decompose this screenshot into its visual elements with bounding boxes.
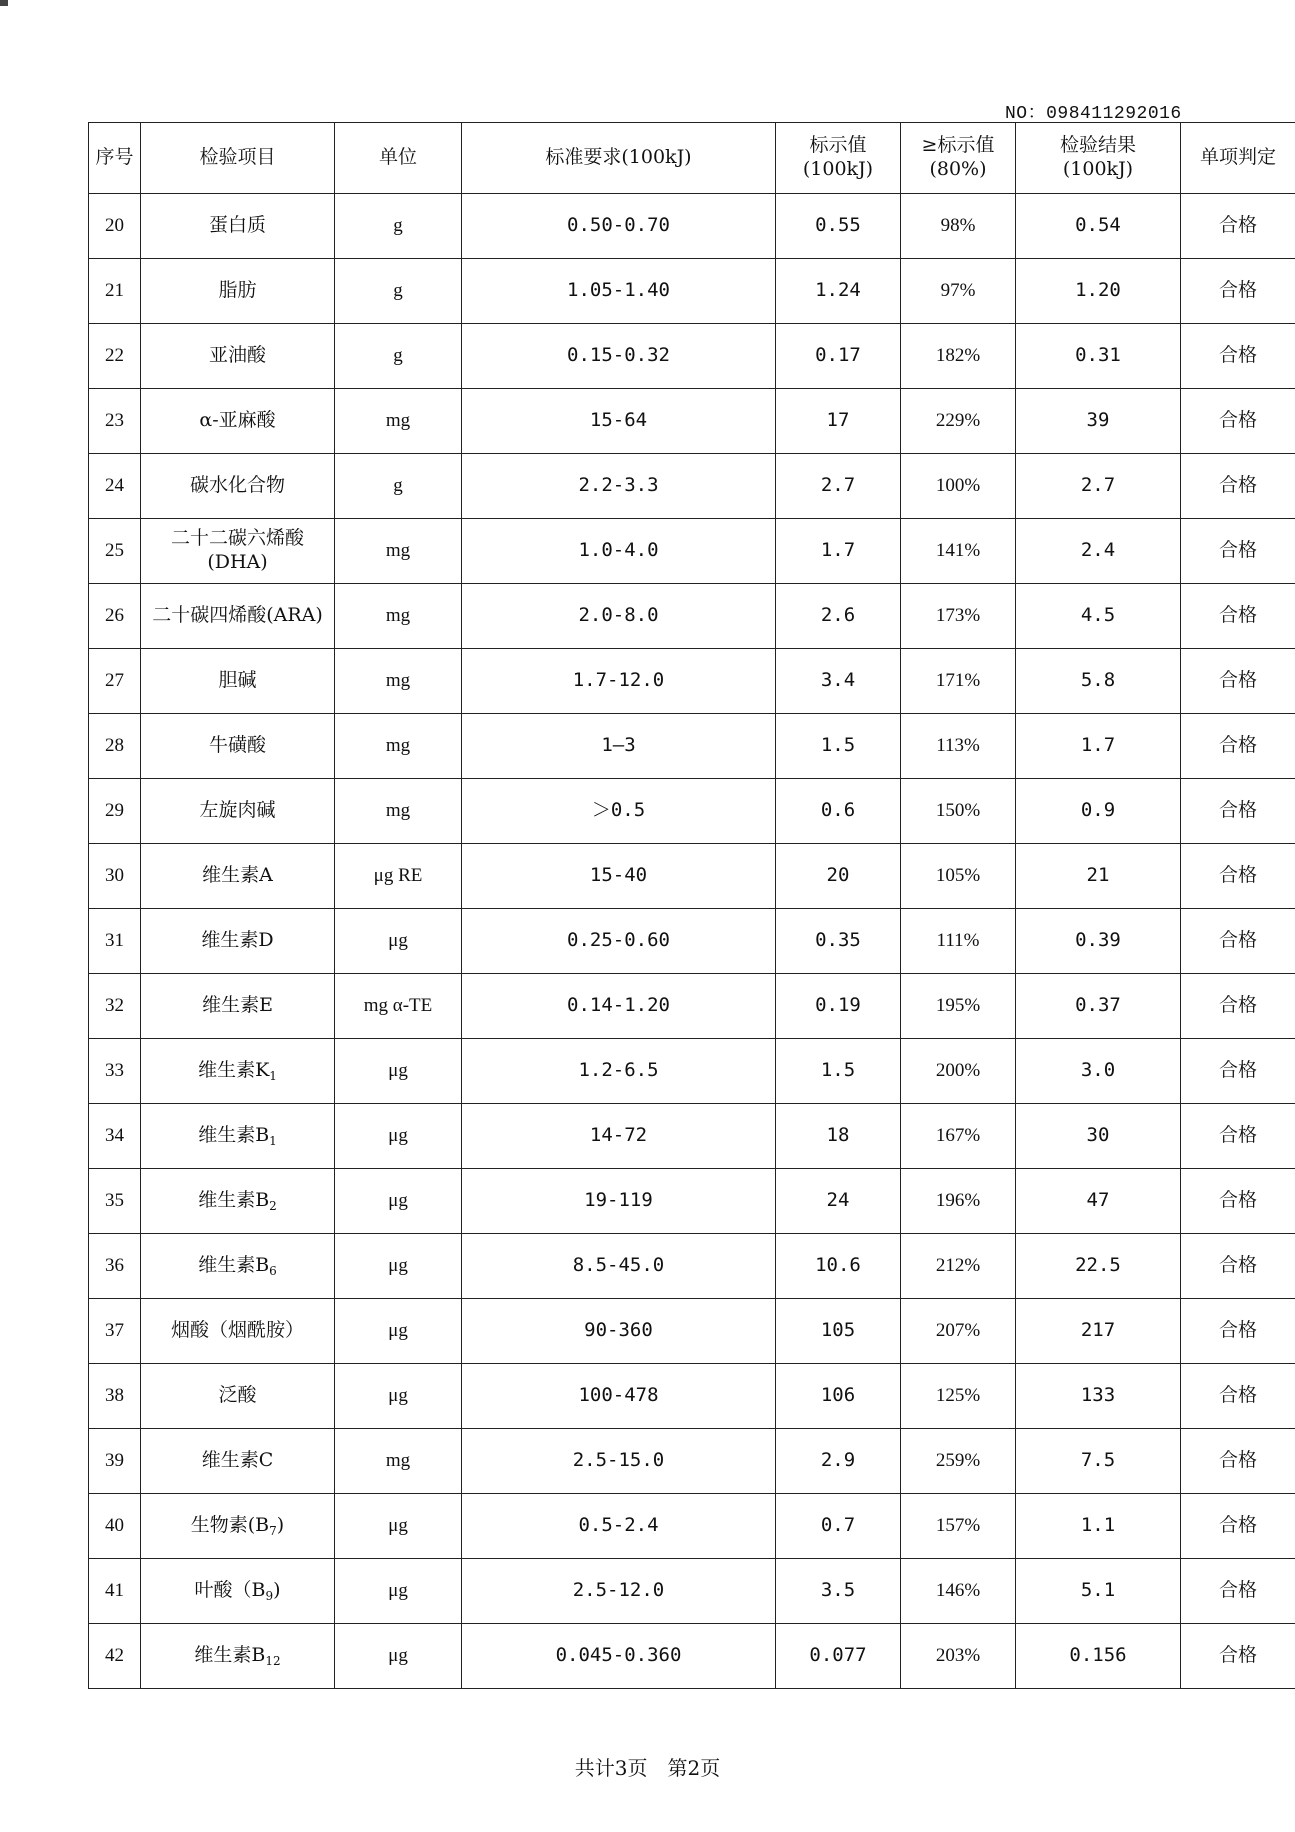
unit: μg RE [335, 844, 462, 909]
standard-requirement: 0.5-2.4 [462, 1494, 776, 1559]
item-name [141, 1624, 335, 1689]
item-name [141, 584, 335, 649]
test-result: 21 [1016, 844, 1181, 909]
item-subscript: 9 [265, 1588, 274, 1603]
label-value: 0.19 [776, 974, 901, 1039]
test-result: 5.8 [1016, 649, 1181, 714]
item-name [141, 454, 335, 519]
standard-requirement: 2.0-8.0 [462, 584, 776, 649]
standard-requirement: 8.5-45.0 [462, 1234, 776, 1299]
table-row [89, 194, 1295, 259]
item-name-text: 二十二碳六烯酸 [170, 527, 304, 550]
label-value: 106 [776, 1364, 901, 1429]
percent-of-label: 195% [901, 974, 1016, 1039]
row-number: 32 [89, 974, 141, 1039]
table-row [89, 324, 1295, 389]
row-number: 36 [89, 1234, 141, 1299]
label-value: 1.5 [776, 1039, 901, 1104]
percent-of-label: 157% [901, 1494, 1016, 1559]
item-name [141, 1234, 335, 1299]
table-row [89, 454, 1295, 519]
item-name [141, 259, 335, 324]
row-number: 37 [89, 1299, 141, 1364]
standard-requirement: 0.14-1.20 [462, 974, 776, 1039]
item-name-text: 维生素B [194, 1643, 266, 1666]
label-value: 2.9 [776, 1429, 901, 1494]
row-number: 33 [89, 1039, 141, 1104]
row-number: 30 [89, 844, 141, 909]
unit: μg [335, 1299, 462, 1364]
standard-requirement: 0.50-0.70 [462, 194, 776, 259]
item-name-text: 烟酸（烟酰胺） [170, 1319, 304, 1342]
header-label-value-line1: 标示值 [809, 134, 867, 157]
item-name [141, 389, 335, 454]
test-result: 0.31 [1016, 324, 1181, 389]
table-row [89, 1234, 1295, 1299]
test-result: 1.7 [1016, 714, 1181, 779]
item-name [141, 909, 335, 974]
item-subscript: 1 [269, 1068, 277, 1083]
unit: μg [335, 1104, 462, 1169]
table-row [89, 1364, 1295, 1429]
row-number: 29 [89, 779, 141, 844]
percent-of-label: 196% [901, 1169, 1016, 1234]
percent-of-label: 146% [901, 1559, 1016, 1624]
standard-requirement: 15-64 [462, 389, 776, 454]
percent-of-label: 203% [901, 1624, 1016, 1689]
standard-requirement: 1.7-12.0 [462, 649, 776, 714]
unit: mg [335, 1429, 462, 1494]
test-result: 22.5 [1016, 1234, 1181, 1299]
header-ge-label [901, 123, 1016, 194]
verdict: 合格 [1181, 1429, 1295, 1494]
item-name-text: 生物素(B [190, 1513, 270, 1536]
item-name-text: α-亚麻酸 [199, 409, 276, 432]
label-value: 0.7 [776, 1494, 901, 1559]
verdict: 合格 [1181, 1494, 1295, 1559]
label-value: 20 [776, 844, 901, 909]
header-seq: 序号 [89, 123, 141, 194]
verdict: 合格 [1181, 649, 1295, 714]
row-number: 38 [89, 1364, 141, 1429]
percent-of-label: 100% [901, 454, 1016, 519]
row-number: 35 [89, 1169, 141, 1234]
item-name [141, 974, 335, 1039]
table-row [89, 844, 1295, 909]
percent-of-label: 207% [901, 1299, 1016, 1364]
item-name-text: 叶酸（B [194, 1578, 266, 1601]
percent-of-label: 171% [901, 649, 1016, 714]
label-value: 0.6 [776, 779, 901, 844]
header-verdict: 单项判定 [1181, 123, 1295, 194]
item-name [141, 194, 335, 259]
row-number: 25 [89, 519, 141, 584]
table-row [89, 1039, 1295, 1104]
label-value: 2.6 [776, 584, 901, 649]
unit: mg [335, 519, 462, 584]
test-result: 7.5 [1016, 1429, 1181, 1494]
unit: g [335, 324, 462, 389]
percent-of-label: 259% [901, 1429, 1016, 1494]
row-number: 27 [89, 649, 141, 714]
test-result: 2.4 [1016, 519, 1181, 584]
row-number: 34 [89, 1104, 141, 1169]
standard-requirement: 15-40 [462, 844, 776, 909]
page-footer [0, 1752, 1295, 1781]
label-value: 3.4 [776, 649, 901, 714]
standard-requirement: 2.5-12.0 [462, 1559, 776, 1624]
item-name-text: 维生素B [198, 1253, 270, 1276]
label-value: 0.077 [776, 1624, 901, 1689]
verdict: 合格 [1181, 194, 1295, 259]
table-body [89, 194, 1295, 1689]
verdict: 合格 [1181, 909, 1295, 974]
item-name-text: 蛋白质 [208, 214, 266, 237]
unit: μg [335, 1169, 462, 1234]
item-name-text: 亚油酸 [208, 344, 266, 367]
unit: mg [335, 584, 462, 649]
row-number: 23 [89, 389, 141, 454]
label-value: 2.7 [776, 454, 901, 519]
test-result: 5.1 [1016, 1559, 1181, 1624]
percent-of-label: 125% [901, 1364, 1016, 1429]
item-name [141, 324, 335, 389]
test-result: 2.7 [1016, 454, 1181, 519]
test-result: 0.9 [1016, 779, 1181, 844]
header-item: 检验项目 [141, 123, 335, 194]
table-row [89, 1559, 1295, 1624]
standard-requirement: 0.25-0.60 [462, 909, 776, 974]
test-result: 39 [1016, 389, 1181, 454]
item-name-text: 维生素K [198, 1058, 270, 1081]
test-result: 4.5 [1016, 584, 1181, 649]
unit: mg [335, 779, 462, 844]
standard-requirement: 1.05-1.40 [462, 259, 776, 324]
standard-requirement: 100-478 [462, 1364, 776, 1429]
standard-requirement: 1—3 [462, 714, 776, 779]
header-standard: 标准要求(100kJ) [462, 123, 776, 194]
unit: μg [335, 909, 462, 974]
row-number: 40 [89, 1494, 141, 1559]
label-value: 10.6 [776, 1234, 901, 1299]
verdict: 合格 [1181, 1169, 1295, 1234]
header-result-line2: (100kJ) [1062, 158, 1134, 180]
label-value: 0.17 [776, 324, 901, 389]
item-name-suffix: ) [276, 1513, 285, 1536]
label-value: 24 [776, 1169, 901, 1234]
label-value: 1.7 [776, 519, 901, 584]
percent-of-label: 200% [901, 1039, 1016, 1104]
standard-requirement: 1.2-6.5 [462, 1039, 776, 1104]
table-row [89, 714, 1295, 779]
unit: mg [335, 649, 462, 714]
label-value: 1.24 [776, 259, 901, 324]
item-name-text: 泛酸 [218, 1384, 257, 1407]
footer-page-number: 第2页 [667, 1756, 721, 1780]
row-number: 22 [89, 324, 141, 389]
item-name [141, 1559, 335, 1624]
item-name-suffix: ) [273, 1578, 281, 1601]
verdict: 合格 [1181, 974, 1295, 1039]
header-unit: 单位 [335, 123, 462, 194]
report-number: NO：098411292016 [1005, 104, 1182, 124]
unit: μg [335, 1559, 462, 1624]
standard-requirement: 0.045-0.360 [462, 1624, 776, 1689]
verdict: 合格 [1181, 779, 1295, 844]
row-number: 21 [89, 259, 141, 324]
item-name-text: 牛磺酸 [208, 734, 266, 757]
unit: mg [335, 389, 462, 454]
unit: mg [335, 714, 462, 779]
verdict: 合格 [1181, 324, 1295, 389]
table-header-row [89, 123, 1295, 194]
verdict: 合格 [1181, 714, 1295, 779]
verdict: 合格 [1181, 1104, 1295, 1169]
item-name [141, 1429, 335, 1494]
item-name-text: 维生素B [198, 1188, 270, 1211]
item-name [141, 519, 335, 584]
percent-of-label: 113% [901, 714, 1016, 779]
percent-of-label: 173% [901, 584, 1016, 649]
item-name-text: 脂肪 [218, 279, 257, 302]
header-ge-label-line2: (80%) [929, 158, 987, 180]
standard-requirement: 2.2-3.3 [462, 454, 776, 519]
item-name-text: 维生素B [198, 1123, 270, 1146]
label-value: 17 [776, 389, 901, 454]
verdict: 合格 [1181, 519, 1295, 584]
standard-requirement: ＞0.5 [462, 779, 776, 844]
table-row [89, 1299, 1295, 1364]
standard-requirement: 1.0-4.0 [462, 519, 776, 584]
test-result: 1.1 [1016, 1494, 1181, 1559]
item-name-text: 维生素A [202, 864, 273, 887]
test-result: 0.156 [1016, 1624, 1181, 1689]
row-number: 28 [89, 714, 141, 779]
test-result: 30 [1016, 1104, 1181, 1169]
header-label-value-line2: (100kJ) [802, 158, 874, 180]
percent-of-label: 111% [901, 909, 1016, 974]
verdict: 合格 [1181, 1624, 1295, 1689]
verdict: 合格 [1181, 1299, 1295, 1364]
label-value: 0.55 [776, 194, 901, 259]
footer-total-pages: 共计3页 [574, 1756, 648, 1780]
label-value: 105 [776, 1299, 901, 1364]
item-subscript: 7 [269, 1523, 277, 1538]
test-result: 1.20 [1016, 259, 1181, 324]
unit: μg [335, 1039, 462, 1104]
item-subscript: 12 [265, 1653, 281, 1668]
label-value: 1.5 [776, 714, 901, 779]
label-value: 3.5 [776, 1559, 901, 1624]
item-name [141, 649, 335, 714]
percent-of-label: 105% [901, 844, 1016, 909]
percent-of-label: 167% [901, 1104, 1016, 1169]
item-name-text: 胆碱 [218, 669, 257, 692]
percent-of-label: 182% [901, 324, 1016, 389]
table-row [89, 974, 1295, 1039]
table-row [89, 1494, 1295, 1559]
unit: μg [335, 1234, 462, 1299]
percent-of-label: 212% [901, 1234, 1016, 1299]
unit: μg [335, 1624, 462, 1689]
row-number: 26 [89, 584, 141, 649]
table-row [89, 259, 1295, 324]
row-number: 39 [89, 1429, 141, 1494]
standard-requirement: 2.5-15.0 [462, 1429, 776, 1494]
verdict: 合格 [1181, 1364, 1295, 1429]
row-number: 31 [89, 909, 141, 974]
table-row [89, 1429, 1295, 1494]
table-row [89, 584, 1295, 649]
item-name [141, 779, 335, 844]
test-result: 133 [1016, 1364, 1181, 1429]
item-name [141, 1039, 335, 1104]
table-row [89, 1169, 1295, 1234]
test-result: 0.39 [1016, 909, 1181, 974]
header-result [1016, 123, 1181, 194]
unit: mg α-TE [335, 974, 462, 1039]
item-name-text: 维生素C [201, 1449, 274, 1472]
item-name [141, 1299, 335, 1364]
item-name-text: 左旋肉碱 [199, 799, 276, 822]
unit: g [335, 259, 462, 324]
verdict: 合格 [1181, 844, 1295, 909]
row-number: 42 [89, 1624, 141, 1689]
item-subscript: 1 [269, 1133, 277, 1148]
unit: μg [335, 1364, 462, 1429]
percent-of-label: 97% [901, 259, 1016, 324]
item-name [141, 1104, 335, 1169]
percent-of-label: 229% [901, 389, 1016, 454]
item-name-line2: (DHA) [207, 551, 268, 573]
table-row [89, 389, 1295, 454]
row-number: 20 [89, 194, 141, 259]
standard-requirement: 19-119 [462, 1169, 776, 1234]
test-result: 217 [1016, 1299, 1181, 1364]
item-name [141, 1364, 335, 1429]
test-result: 0.37 [1016, 974, 1181, 1039]
unit: μg [335, 1494, 462, 1559]
item-name [141, 714, 335, 779]
header-ge-label-line1: ≥标示值 [921, 134, 995, 157]
table-row [89, 649, 1295, 714]
table-row [89, 1624, 1295, 1689]
percent-of-label: 98% [901, 194, 1016, 259]
item-name-text: 二十碳四烯酸(ARA) [152, 604, 323, 627]
header-result-line1: 检验结果 [1059, 134, 1136, 157]
verdict: 合格 [1181, 1039, 1295, 1104]
verdict: 合格 [1181, 259, 1295, 324]
unit: g [335, 454, 462, 519]
test-result: 3.0 [1016, 1039, 1181, 1104]
table-row [89, 779, 1295, 844]
label-value: 0.35 [776, 909, 901, 974]
item-name-text: 维生素D [201, 929, 274, 952]
item-subscript: 6 [269, 1263, 277, 1278]
test-result: 47 [1016, 1169, 1181, 1234]
table-row [89, 909, 1295, 974]
percent-of-label: 141% [901, 519, 1016, 584]
header-label-value [776, 123, 901, 194]
unit: g [335, 194, 462, 259]
verdict: 合格 [1181, 1234, 1295, 1299]
percent-of-label: 150% [901, 779, 1016, 844]
label-value: 18 [776, 1104, 901, 1169]
item-name [141, 1169, 335, 1234]
verdict: 合格 [1181, 454, 1295, 519]
table-row [89, 1104, 1295, 1169]
row-number: 41 [89, 1559, 141, 1624]
item-name [141, 844, 335, 909]
row-number: 24 [89, 454, 141, 519]
item-name-text: 维生素E [202, 994, 273, 1017]
verdict: 合格 [1181, 584, 1295, 649]
standard-requirement: 0.15-0.32 [462, 324, 776, 389]
inspection-table [88, 122, 1295, 1689]
verdict: 合格 [1181, 1559, 1295, 1624]
table-row [89, 519, 1295, 584]
item-name [141, 1494, 335, 1559]
item-subscript: 2 [269, 1198, 277, 1213]
verdict: 合格 [1181, 389, 1295, 454]
test-result: 0.54 [1016, 194, 1181, 259]
standard-requirement: 90-360 [462, 1299, 776, 1364]
standard-requirement: 14-72 [462, 1104, 776, 1169]
item-name-text: 碳水化合物 [189, 474, 285, 497]
scan-edge-mark [0, 0, 8, 6]
